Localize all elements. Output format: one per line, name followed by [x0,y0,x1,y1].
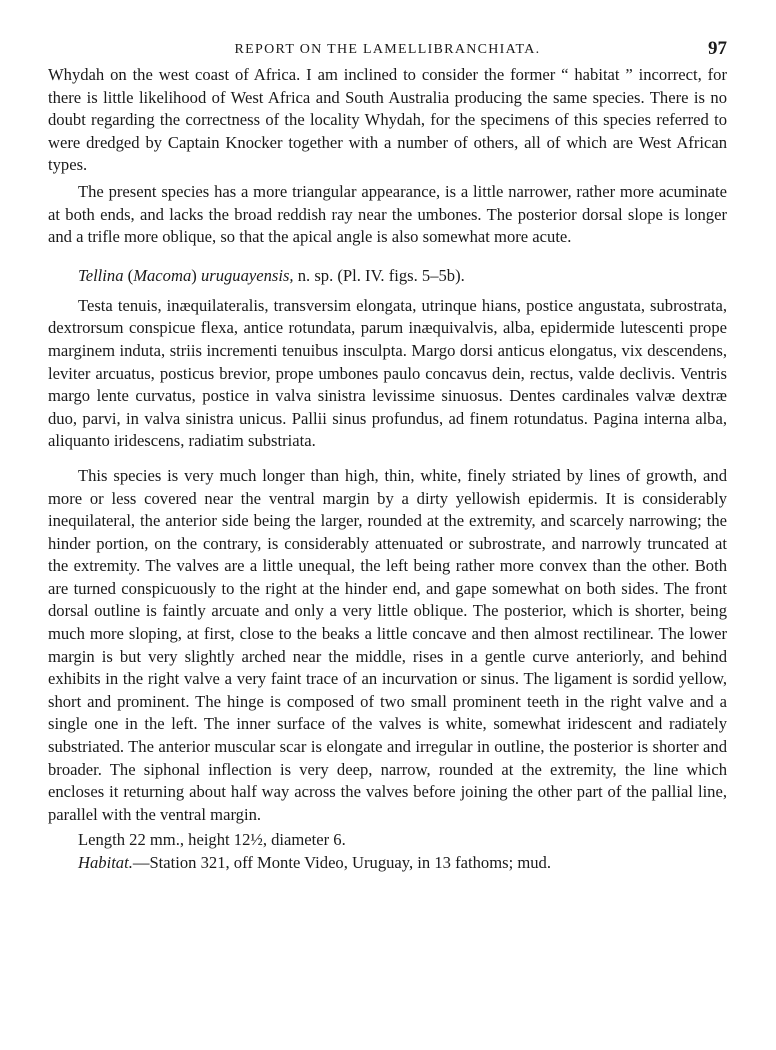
page-number: 97 [708,38,727,59]
latin-description-paragraph: Testa tenuis, inæquilateralis, transversim elongata, utrinque hians, postice angustata, subrostrata, dextrorsum conspicue flexa, antice rotundata, parum inæquivalvis, alba, epidermide lutescenti prope marginem induta, striis incrementi tenuibus insculpta. Margo dorsi anticus elongatus, vix descendens, leviter arcuatus, posticus brevior, prope umbones paulo concavus dein, rectus, valde declivis. Ventris margo lente curvatus, postice in valva sinistra levissime sinuosus. Dentes cardinales valvæ dextræ duo, parvi, in valva sinistra unicus. Pallii sinus profundus, ad finem rotundatus. Pagina interna alba, aliquanto iridescens, radiatim substriata. [48,295,727,451]
species-heading [48,265,727,287]
habitat-text: —Station 321, off Monte Video, Uruguay, in 13 fathoms; mud. [132,853,551,873]
species-authority: n. sp. (Pl. IV. figs. 5–5b). [297,265,465,285]
habitat-line [48,851,727,874]
subgenus-name: (Macoma) [127,265,197,285]
habitat-label: Habitat. [78,853,133,873]
dimensions-line: Length 22 mm., height 12½, diameter 6. [78,830,346,850]
species-epithet: uruguayensis, [200,265,294,285]
comparison-paragraph: The present species has a more triangular appearance, is a little narrower, rather more acuminate at both ends, and lacks the broad reddish ray near the umbones. The posterior dorsal slope is longer and a trifle more oblique, so that the apical angle is also somewhat more acute. [48,181,727,247]
english-description-paragraph: This species is very much longer than high, thin, white, finely striated by lines of growth, and more or less covered near the ventral margin by a dirty yellowish epidermis. It is considerably inequilateral, the anterior side being the larger, rounded at the extremity, and scarcely narrowing; the hinder portion, on the contrary, is considerably attenuated or subrostrate, and narrowly truncated at the extremity. The valves are a little unequal, the left being rather more convex than the other. Both are turned conspicuously to the right at the hinder end, and gape somewhat on both sides. The front dorsal outline is faintly arcuate and only a very little oblique. The posterior, which is shorter, being much more sloping, at first, close to the beaks a little concave and then almost rectilinear. The lower margin is but very slightly arched near the middle, rises in a gentle curve anteriorly, and behind exhibits in the right valve a very faint trace of an incurvation or sinus. The ligament is sordid yellow, short and prominent. The hinge is composed of two small prominent teeth in the right valve and a single one in the left. The inner surface of the valves is white, somewhat iridescent and radiately substriated. The anterior muscular scar is elongate and irregular in outline, the posterior is shorter and broader. The siphonal inflection is very deep, narrow, rounded at the extremity, the line which encloses it returning about half way across the valves before joining the other part of the pallial line, parallel with the ventral margin. [48,465,727,824]
document-page [48,38,727,874]
running-title: REPORT ON THE LAMELLIBRANCHIATA. [234,42,541,57]
page-header [48,38,727,64]
genus-name: Tellina [78,265,124,285]
intro-continuation-paragraph: Whydah on the west coast of Africa. I am inclined to consider the former “ habitat ” incorrect, for there is little likelihood of West Africa and South Australia producing the same species. There is no doubt regarding the correctness of the locality Whydah, for the specimens of this species referred to were dredged by Captain Knocker together with a number of others, all of which are West African types. [48,65,727,175]
